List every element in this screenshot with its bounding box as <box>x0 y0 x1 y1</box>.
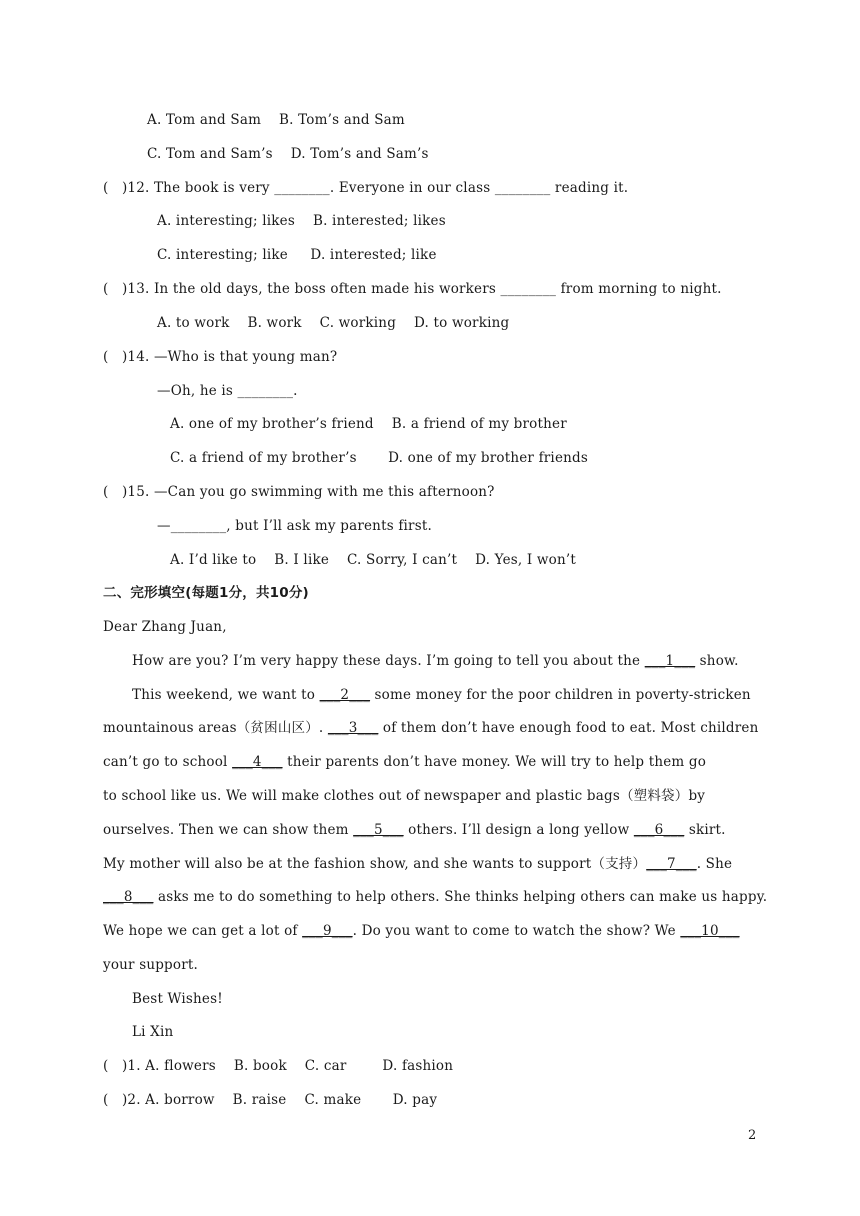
letter-signature: Li Xin <box>132 1024 174 1040</box>
letter-line: My mother will also be at the fashion show, and she wants to support（支持）___7___. She <box>103 856 733 872</box>
blank-9: ___9___ <box>302 923 353 939</box>
blank-2: ___2___ <box>319 687 371 703</box>
letter-line: ___8___ asks me to do something to help others. She thinks helping others can make us happy. <box>103 889 768 905</box>
letter-line: How are you? I’m very happy these days. I’m going to tell you about the ___1___ show. <box>132 653 739 669</box>
option-line: C. interesting; like D. interested; like <box>157 247 437 263</box>
option-line: A. one of my brother’s friend B. a friend of my brother <box>170 416 567 432</box>
blank-10: ___10___ <box>680 923 740 939</box>
page-number: 2 <box>748 1128 757 1143</box>
answer-options-1: ( )1. A. flowers B. book C. car D. fashion <box>103 1058 454 1074</box>
blank-1: ___1___ <box>644 653 696 669</box>
option-line: A. I’d like to B. I like C. Sorry, I can’t D. Yes, I won’t <box>170 552 577 568</box>
letter-line: We hope we can get a lot of ___9___. Do you want to come to watch the show? We ___10___ <box>103 923 740 939</box>
answer-options-2: ( )2. A. borrow B. raise C. make D. pay <box>103 1092 438 1108</box>
blank-5: ___5___ <box>353 822 404 838</box>
letter-line: your support. <box>103 957 198 973</box>
section-title: 二、完形填空(每题1分，共10分) <box>103 585 309 601</box>
blank-7: ___7___ <box>646 856 697 872</box>
blank-6: ___6___ <box>633 822 685 838</box>
question-line: ( )14. —Who is that young man? <box>103 349 338 365</box>
letter-line: mountainous areas（贫困山区）. ___3___ of them don’t have enough food to eat. Most children <box>103 720 759 736</box>
blank-8: ___8___ <box>103 889 154 905</box>
letter-line: can’t go to school ___4___ their parents don’t have money. We will try to help them go <box>103 754 707 770</box>
letter-closing: Best Wishes! <box>132 991 223 1007</box>
option-line: A. interesting; likes B. interested; likes <box>157 213 446 229</box>
letter-line: This weekend, we want to ___2___ some money for the poor children in poverty-stricken <box>132 687 751 703</box>
blank-3: ___3___ <box>327 720 379 736</box>
question-line: ( )15. —Can you go swimming with me this afternoon? <box>103 484 495 500</box>
letter-salutation: Dear Zhang Juan, <box>103 619 227 635</box>
option-line: C. Tom and Sam’s D. Tom’s and Sam’s <box>147 146 429 162</box>
question-line: ( )12. The book is very ________. Everyone in our class ________ reading it. <box>103 180 629 196</box>
letter-line: ourselves. Then we can show them ___5___ others. I’ll design a long yellow ___6___ skirt. <box>103 822 726 838</box>
dialogue-line: —________, but I’ll ask my parents first. <box>157 518 432 534</box>
option-line: A. to work B. work C. working D. to working <box>157 315 510 331</box>
blank-4: ___4___ <box>232 754 283 770</box>
letter-line: to school like us. We will make clothes out of newspaper and plastic bags（塑料袋）by <box>103 788 706 804</box>
question-line: ( )13. In the old days, the boss often made his workers ________ from morning to night. <box>103 281 722 297</box>
option-line: C. a friend of my brother’s D. one of my brother friends <box>170 450 588 466</box>
dialogue-line: —Oh, he is ________. <box>157 383 298 399</box>
option-line: A. Tom and Sam B. Tom’s and Sam <box>147 112 405 128</box>
